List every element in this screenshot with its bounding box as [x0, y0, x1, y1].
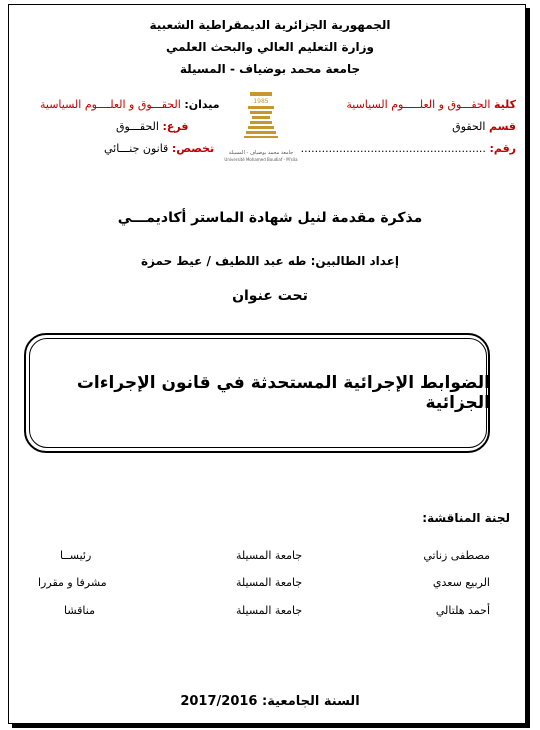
- academic-year-label: السنة الجامعية:: [262, 694, 360, 709]
- field-label: ميدان:: [184, 98, 220, 111]
- thesis-title: الضوابط الإجرائية المستحدثة في قانون الإجراءات الجزائية: [76, 373, 490, 413]
- branch-label: فرع:: [162, 120, 189, 133]
- logo-year: 1985: [253, 98, 269, 105]
- header-ministry: وزارة التعليم العالي والبحث العلمي: [165, 40, 375, 54]
- field-value: الحقـــوق و العلــــوم السياسية: [40, 98, 181, 111]
- specialization-value: قانون جنـــائي: [104, 142, 169, 155]
- students-line: إعداد الطالبين: طه عبد اللطيف / عيط حمزة: [140, 254, 400, 268]
- header-university: جامعة محمد بوضياف - المسيلة: [179, 62, 361, 76]
- member-1-university: جامعة المسيلة: [236, 549, 303, 562]
- specialization-line: [104, 142, 214, 155]
- member-3-university: جامعة المسيلة: [236, 604, 303, 617]
- faculty-value: الحقـــوق و العلـــــوم السياسية: [346, 98, 491, 111]
- member-2-role: مشرفا و مقررا: [38, 576, 107, 589]
- page-border-shadow-bottom: [12, 724, 530, 728]
- department-value: الحقوق: [452, 120, 486, 133]
- academic-year: [0, 694, 540, 709]
- logo-caption-ar: جامعة محمد بوضياف - المسيلة: [228, 150, 294, 156]
- branch-value: الحقـــوق: [116, 120, 159, 133]
- number-line: [301, 142, 516, 155]
- logo-caption-fr: Université Mohamed Boudiaf - M'sila: [224, 157, 298, 162]
- member-1-name: مصطفى زناتي: [423, 549, 490, 562]
- member-3-role: مناقشا: [64, 604, 95, 617]
- member-3-name: أحمد هلتالي: [435, 604, 490, 617]
- page-border-shadow-right: [526, 8, 530, 726]
- academic-year-value: 2017/2016: [180, 694, 258, 709]
- committee-heading: لجنة المناقشة:: [422, 511, 510, 525]
- number-label: رقم:: [489, 142, 516, 155]
- member-2-name: الربيع سعدي: [432, 576, 490, 589]
- member-1-role: رئيســا: [60, 549, 92, 562]
- department-label: قسم: [488, 120, 516, 133]
- department-line: [452, 120, 516, 133]
- specialization-label: تخصص:: [171, 142, 215, 155]
- branch-line: [116, 120, 188, 133]
- number-dots: .....................................................: [300, 142, 486, 155]
- university-logo-icon: [228, 88, 294, 154]
- header-republic: الجمهورية الجزائرية الديمقراطية الشعبية: [149, 18, 391, 32]
- field-line: [40, 98, 220, 111]
- faculty-label: كلية: [493, 98, 516, 111]
- university-logo: [228, 88, 294, 154]
- member-2-university: جامعة المسيلة: [236, 576, 303, 589]
- faculty-line: [346, 98, 516, 111]
- memo-degree-line: مذكرة مقدمة لنيل شهادة الماستر أكاديمـــي: [117, 210, 423, 226]
- under-title-label: تحت عنوان: [232, 288, 308, 304]
